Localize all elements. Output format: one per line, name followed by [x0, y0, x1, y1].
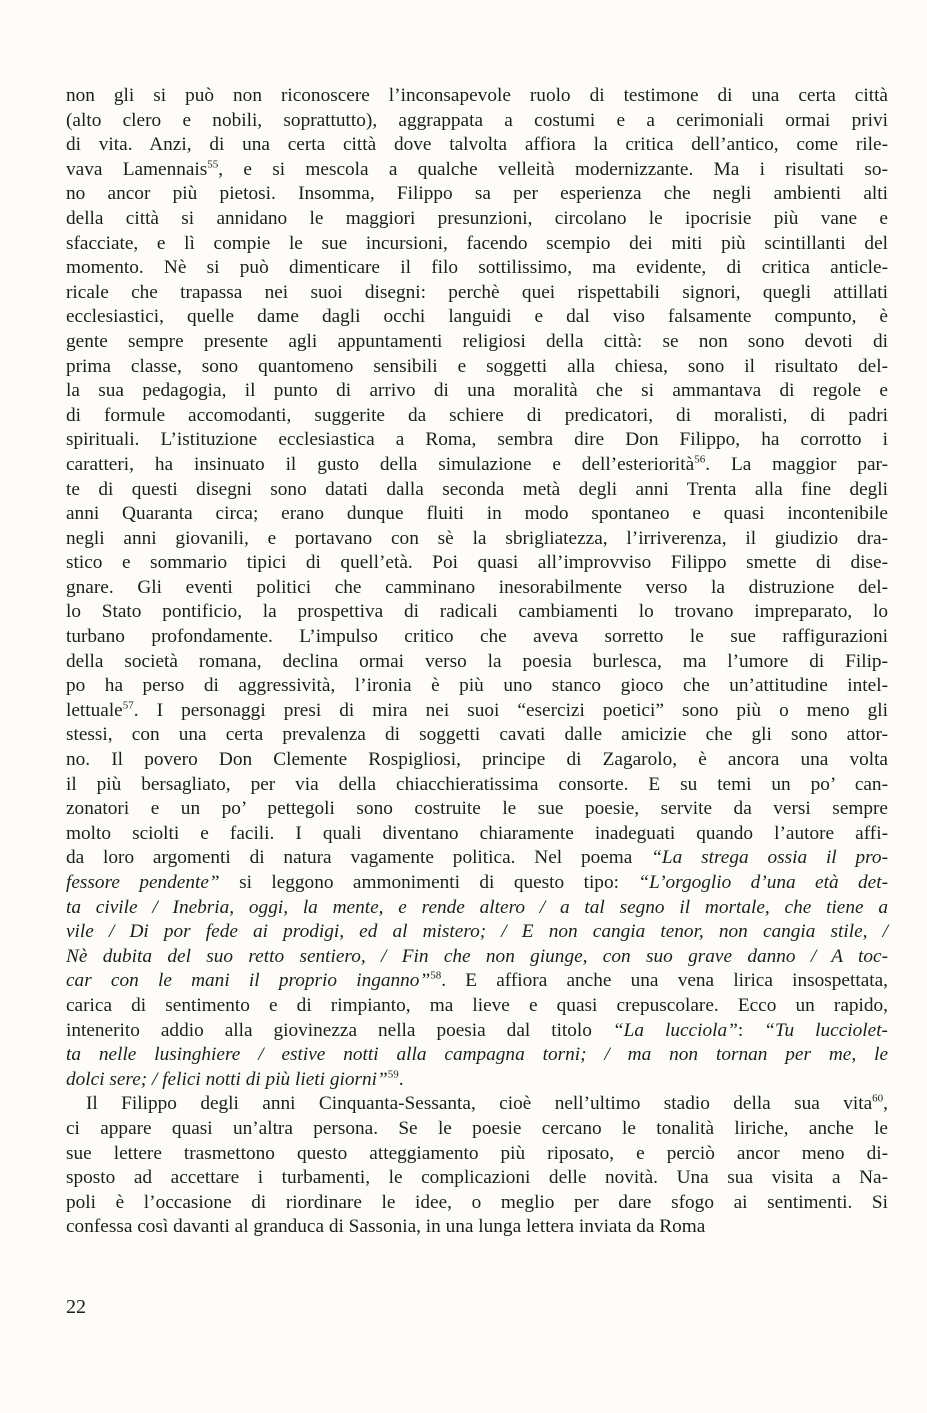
text-span: (alto clero e nobili, soprattutto), aggrappata a costumi e a cerimoniali ormai privi: [66, 109, 888, 131]
text-span: no. Il povero Don Clemente Rospigliosi, principe di Zagarolo, è ancora una volta: [66, 749, 888, 771]
text-span: sposto ad accettare i turbamenti, le complicazioni delle novità. Una sua visita a Na-: [66, 1167, 888, 1189]
italic-text: fessore pendente”: [66, 872, 220, 893]
text-span: di formule accomodanti, suggerite da schiere di predicatori, di moralisti, di padri: [66, 404, 888, 426]
text-span: caratteri, ha insinuato il gusto della simulazione e dell’esteriorità: [66, 453, 695, 475]
text-span: negli anni giovanili, e portavano con sè la sbrigliatezza, l’irriverenza, il giudizio dra-: [66, 527, 888, 549]
body-text: [66, 84, 888, 1240]
text-line: [66, 502, 888, 527]
text-line: [66, 256, 888, 281]
text-span: confessa così davanti al granduca di Sassonia, in una lunga lettera inviata da Roma: [66, 1216, 706, 1238]
italic-text: “Tu lucciolet-: [764, 1019, 888, 1041]
italic-text: ta nelle lusinghiere / estive notti alla campagna torni; / ma non tornan per me, le: [66, 1044, 888, 1066]
text-span: intenerito addio alla giovinezza nella poesia dal titolo: [66, 1019, 613, 1041]
text-span: la sua pedagogia, il punto di arrivo di una moralità che si ammantava di regole e: [66, 380, 888, 402]
text-line: [66, 109, 888, 134]
text-span: .: [398, 1068, 404, 1090]
text-span: . La maggior par-: [705, 453, 888, 475]
text-line: [66, 1142, 888, 1167]
text-line: [66, 182, 888, 207]
text-line: [66, 846, 888, 871]
text-line: [66, 1191, 888, 1216]
footnote-ref: 58: [430, 969, 442, 982]
italic-text: car con le mani il proprio inganno”: [66, 970, 431, 992]
text-line: [66, 207, 888, 232]
text-span: della società romana, declina ormai verso la poesia burlesca, ma l’umore di Filip-: [66, 650, 888, 672]
text-span: momento. Nè si può dimenticare il filo sottilissimo, ma evidente, di critica anticle-: [66, 257, 888, 279]
text-line: [66, 674, 888, 699]
text-line: [66, 773, 888, 798]
text-span: Il Filippo degli anni Cinquanta-Sessanta, cioè nell’ultimo stadio della sua vita: [86, 1093, 873, 1115]
text-span: carica di sentimento e di rimpianto, ma lieve e quasi crepuscolare. Ecco un rapido,: [66, 994, 888, 1016]
text-span: lettuale: [66, 699, 123, 721]
text-span: :: [737, 1019, 765, 1041]
text-line: [66, 969, 888, 994]
text-span: sfacciate, e lì compie le sue incursioni, facendo scempio dei miti più scintillanti del: [66, 232, 888, 254]
text-line: [66, 576, 888, 601]
text-span: po ha perso di aggressività, l’ironia è più uno stanco gioco che un’attitudine intel-: [66, 675, 888, 697]
text-line: [66, 1215, 888, 1240]
page-number: 22: [66, 1296, 86, 1318]
italic-text: “L’orgoglio d’una età det-: [638, 872, 889, 893]
text-span: gnare. Gli eventi politici che camminano inesorabilmente verso la distruzione del-: [66, 576, 888, 598]
text-line: [66, 84, 888, 109]
text-span: ,: [883, 1093, 888, 1115]
text-span: stico e sommario tipici di quell’età. Poi quasi all’improvviso Filippo smette di dise-: [66, 552, 888, 574]
text-span: si leggono ammonimenti di questo tipo:: [219, 872, 639, 893]
text-line: [66, 527, 888, 552]
text-span: da loro argomenti di natura vagamente politica. Nel poema: [66, 847, 652, 869]
text-line: [66, 945, 888, 970]
text-line: [66, 404, 888, 429]
text-span: stessi, con una certa prevalenza di soggetti cavati dalle amicizie che gli sono attor-: [66, 724, 888, 746]
text-line: [66, 158, 888, 183]
text-line: [66, 896, 888, 921]
text-line: [66, 551, 888, 576]
italic-text: vile / Di por fede ai prodigi, ed al mistero; / E non cangia tenor, non cangia stile, /: [66, 921, 888, 943]
text-line: [66, 1117, 888, 1142]
footnote-ref: 59: [387, 1068, 399, 1081]
text-line: [66, 748, 888, 773]
text-line: [66, 822, 888, 847]
text-span: vava Lamennais: [66, 158, 208, 180]
text-line: [66, 723, 888, 748]
text-line: [66, 428, 888, 453]
text-line: [66, 1166, 888, 1191]
italic-text: dolci sere; / felici notti di più lieti giorni”: [66, 1068, 388, 1090]
text-line: [66, 281, 888, 306]
text-line: [66, 379, 888, 404]
footnote-ref: 60: [872, 1092, 884, 1105]
text-line: [66, 625, 888, 650]
italic-text: Nè dubita del suo retto sentiero, / Fin che non giunge, con suo grave danno / A toc-: [66, 945, 888, 967]
text-span: di vita. Anzi, di una certa città dove talvolta affiora la critica dell’antico, come rile-: [66, 134, 888, 156]
text-line: [66, 994, 888, 1019]
text-span: turbano profondamente. L’impulso critico che aveva sorretto le sue raffigurazioni: [66, 626, 888, 648]
italic-text: “La lucciola”: [612, 1019, 738, 1041]
text-line: [66, 478, 888, 503]
text-span: zonatori e un po’ pettegoli sono costruite le sue poesie, servite da versi sempre: [66, 798, 888, 820]
text-line: [66, 871, 888, 896]
text-span: della città si annidano le maggiori presunzioni, circolano le ipocrisie più vane e: [66, 207, 888, 229]
text-line: [66, 355, 888, 380]
text-span: ricale che trapassa nei suoi disegni: perchè quei rispettabili signori, quegli attillati: [66, 281, 888, 303]
text-line: [66, 920, 888, 945]
text-span: . E affiora anche una vena lirica insospettata,: [441, 970, 888, 992]
italic-text: “La strega ossia il pro-: [651, 847, 888, 869]
footnote-ref: 56: [694, 453, 706, 466]
text-line: [66, 797, 888, 822]
text-span: ci appare quasi un’altra persona. Se le poesie cercano le tonalità liriche, anche le: [66, 1117, 888, 1139]
text-span: anni Quaranta circa; erano dunque fluiti in modo spontaneo e quasi incontenibile: [66, 503, 888, 525]
text-span: sue lettere trasmettono questo atteggiamento più riposato, e perciò ancor meno di-: [66, 1142, 888, 1164]
text-span: , e si mescola a qualche velleità modernizzante. Ma i risultati so-: [218, 158, 888, 180]
text-line: [66, 650, 888, 675]
text-span: gente sempre presente agli appuntamenti religiosi della città: se non sono devoti di: [66, 330, 888, 352]
text-span: ecclesiastici, quelle dame dagli occhi languidi e dal viso falsamente compunto, è: [66, 306, 888, 328]
footnote-ref: 55: [207, 158, 219, 171]
text-line: [66, 133, 888, 158]
text-line: [66, 1092, 888, 1117]
text-span: poli è l’occasione di riordinare le idee, o meglio per dare sfogo ai sentimenti. Si: [66, 1191, 888, 1213]
text-span: non gli si può non riconoscere l’inconsapevole ruolo di testimone di una certa città: [66, 85, 888, 106]
text-span: spirituali. L’istituzione ecclesiastica a Roma, sembra dire Don Filippo, ha corrotto i: [66, 429, 888, 451]
text-line: [66, 453, 888, 478]
text-line: [66, 232, 888, 257]
italic-text: ta civile / Inebria, oggi, la mente, e rende altero / a tal segno il mortale, che tiene a: [66, 896, 888, 918]
footnote-ref: 57: [122, 699, 134, 712]
text-line: [66, 699, 888, 724]
text-span: . I personaggi presi di mira nei suoi “esercizi poetici” sono più o meno gli: [133, 699, 888, 721]
text-span: prima classe, sono quantomeno sensibili e soggetti alla chiesa, sono il risultato del-: [66, 355, 888, 377]
text-line: [66, 305, 888, 330]
text-span: no ancor più pietosi. Insomma, Filippo sa per esperienza che negli ambienti alti: [66, 183, 888, 205]
text-span: il più bersagliato, per via della chiacchieratissima consorte. E su temi un po’ can-: [66, 773, 888, 795]
text-line: [66, 1068, 888, 1093]
text-line: [66, 1019, 888, 1044]
text-span: lo Stato pontificio, la prospettiva di radicali cambiamenti lo trovano impreparato, lo: [66, 601, 888, 623]
text-span: molto sciolti e facili. I quali diventano chiaramente inadeguati quando l’autore affi-: [66, 822, 888, 844]
text-span: te di questi disegni sono datati dalla seconda metà degli anni Trenta alla fine degli: [66, 478, 888, 500]
text-line: [66, 600, 888, 625]
text-line: [66, 330, 888, 355]
text-line: [66, 1043, 888, 1068]
